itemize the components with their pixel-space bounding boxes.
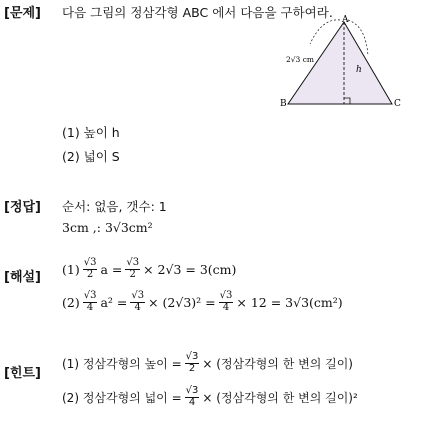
fraction-den: 2	[129, 268, 136, 280]
solution-step-1-tail: × 2√3 = 3(cm)	[143, 261, 237, 277]
hint-line-2-tail: × (정삼각형의 한 변의 길이)²	[202, 390, 358, 405]
answer-line: 3cm ,: 3√3cm²	[62, 220, 153, 235]
answer-meta: 순서: 없음, 갯수: 1	[62, 199, 167, 214]
fraction-num: √3	[131, 290, 145, 301]
fraction	[130, 291, 145, 313]
fraction-num: √3	[83, 257, 97, 268]
vertex-a-label: A	[342, 15, 349, 25]
height-label: h	[356, 65, 362, 75]
fraction-num: √3	[83, 290, 97, 301]
hint-line-1-tail: × (정삼각형의 한 변의 길이)	[202, 356, 353, 371]
fraction-num: √3	[185, 351, 199, 362]
problem-text: 다음 그림의 정삼각형 ABC 에서 다음을 구하여라.	[62, 5, 333, 20]
fraction-num: √3	[185, 385, 199, 396]
solution-step-1-mid: a =	[100, 261, 123, 277]
side-length-label: 2√3 cm	[286, 55, 315, 64]
solution-step-2	[62, 291, 343, 313]
fraction	[185, 386, 200, 408]
hint-line-2-prefix: (2) 정삼각형의 넓이 =	[62, 390, 182, 405]
hint-line-1-prefix: (1) 정삼각형의 높이 =	[62, 356, 182, 371]
solution-step-2-prefix: (2)	[62, 294, 80, 310]
solution-tag: [해설]	[4, 270, 41, 285]
hint-tag: [힌트]	[4, 366, 41, 381]
vertex-c-label: C	[394, 99, 401, 109]
fraction-den: 2	[86, 268, 94, 280]
fraction-den: 4	[222, 301, 230, 313]
hint-line-1	[62, 352, 353, 374]
fraction-num: √3	[126, 257, 140, 268]
fraction-den: 2	[188, 362, 196, 374]
hint-line-2	[62, 386, 358, 408]
fraction	[185, 352, 200, 374]
solution-step-2-mid: a² =	[100, 294, 128, 310]
problem-item-1: (1) 높이 h	[62, 125, 120, 140]
fraction-den: 4	[188, 396, 196, 408]
answer-tag: [정답]	[4, 200, 41, 215]
problem-item-2: (2) 넓이 S	[62, 149, 120, 164]
fraction	[83, 291, 98, 313]
problem-tag: [문제]	[4, 6, 41, 21]
fraction	[125, 258, 140, 280]
solution-step-1-prefix: (1)	[62, 261, 80, 277]
fraction-den: 4	[134, 301, 141, 313]
solution-step-1	[62, 258, 236, 280]
fraction-den: 4	[86, 301, 94, 313]
triangle-figure	[270, 16, 400, 116]
solution-step-2-mid2: × (2√3)² =	[148, 294, 216, 310]
fraction	[83, 258, 98, 280]
fraction-num: √3	[219, 290, 233, 301]
solution-step-2-tail: × 12 = 3√3(cm²)	[236, 294, 343, 310]
fraction	[219, 291, 234, 313]
vertex-b-label: B	[280, 99, 287, 109]
